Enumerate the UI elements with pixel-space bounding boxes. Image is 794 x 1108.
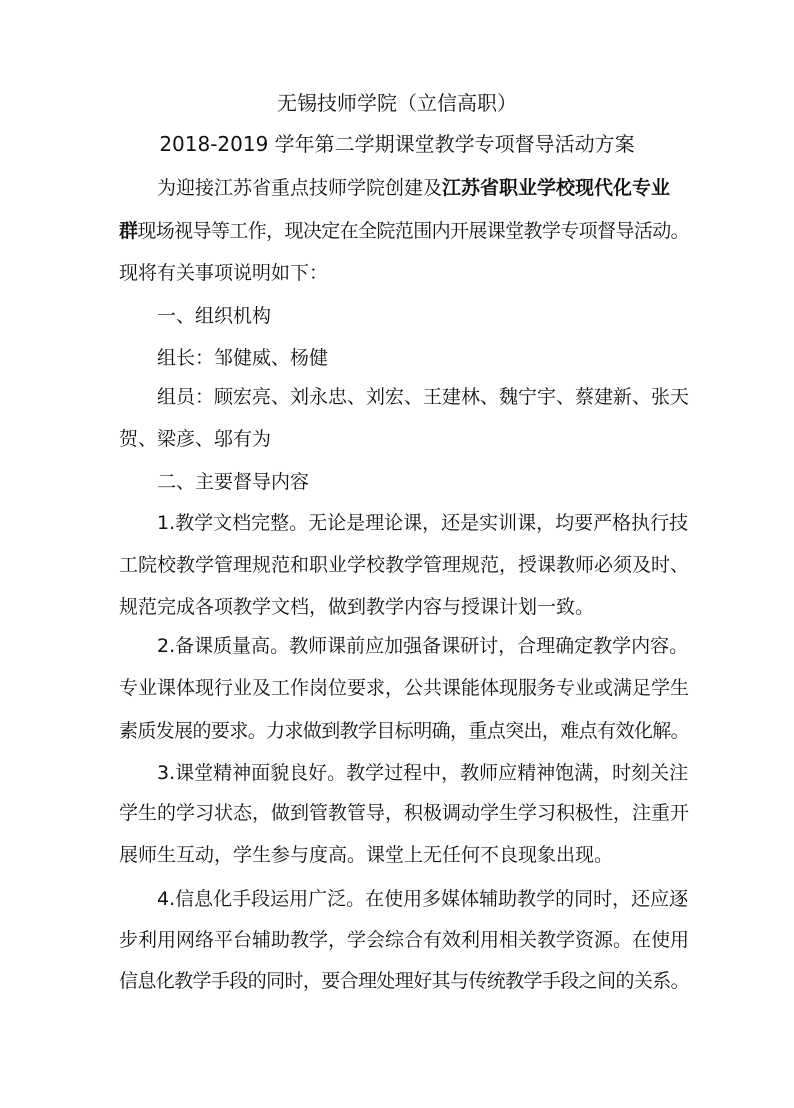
intro-line-1 xyxy=(157,175,689,201)
intro-line-2 xyxy=(119,218,689,244)
item2-line: 素质发展的要求。力求做到教学目标明确，重点突出，难点有效化解。 xyxy=(119,720,690,742)
intro-line-3: 现将有关事项说明如下： xyxy=(119,262,329,284)
document-title: 无锡技师学院（立信高职） xyxy=(277,91,517,115)
intro-text: 为迎接江苏省重点技师学院创建及 xyxy=(157,177,443,199)
intro-bold-text: 群 xyxy=(119,220,138,242)
section1-heading: 一、组织机构 xyxy=(157,305,272,327)
item1-line: 工院校教学管理规范和职业学校教学管理规范，授课教师必须及时、 xyxy=(119,554,690,576)
section2-heading: 二、主要督导内容 xyxy=(157,471,310,493)
intro-bold-text: 江苏省职业学校现代化专业 xyxy=(442,177,671,199)
item2-line: 2.备课质量高。教师课前应加强备课研讨，合理确定教学内容。 xyxy=(157,635,689,657)
document-subtitle: 2018-2019 学年第二学期课堂教学专项督导活动方案 xyxy=(159,132,635,156)
item3-line: 展师生互动，学生参与度高。课堂上无任何不良现象出现。 xyxy=(119,844,614,866)
item1-line: 1.教学文档完整。无论是理论课，还是实训课，均要严格执行技 xyxy=(157,512,689,534)
item2-line: 专业课体现行业及工作岗位要求，公共课能体现服务专业或满足学生 xyxy=(119,677,690,699)
section1-members-line-2: 贺、梁彦、邬有为 xyxy=(119,428,272,450)
section1-members-line-1: 组员：顾宏亮、刘永忠、刘宏、王建林、魏宁宇、蔡建新、张天 xyxy=(157,386,690,408)
item4-line: 信息化教学手段的同时，要合理处理好其与传统教学手段之间的关系。 xyxy=(119,970,690,992)
intro-text: 现场视导等工作，现决定在全院范围内开展课堂教学专项督导活动。 xyxy=(137,220,690,242)
item4-line: 步利用网络平台辅助教学，学会综合有效利用相关教学资源。在使用 xyxy=(119,929,690,951)
item3-line: 3.课堂精神面貌良好。教学过程中，教师应精神饱满，时刻关注 xyxy=(157,762,689,784)
item4-line: 4.信息化手段运用广泛。在使用多媒体辅助教学的同时，还应逐 xyxy=(157,888,689,910)
section1-leaders: 组长：邹健威、杨健 xyxy=(157,347,329,369)
item1-line: 规范完成各项教学文档，做到教学内容与授课计划一致。 xyxy=(119,596,595,618)
item3-line: 学生的学习状态，做到管教管导，积极调动学生学习积极性，注重开 xyxy=(119,802,690,824)
